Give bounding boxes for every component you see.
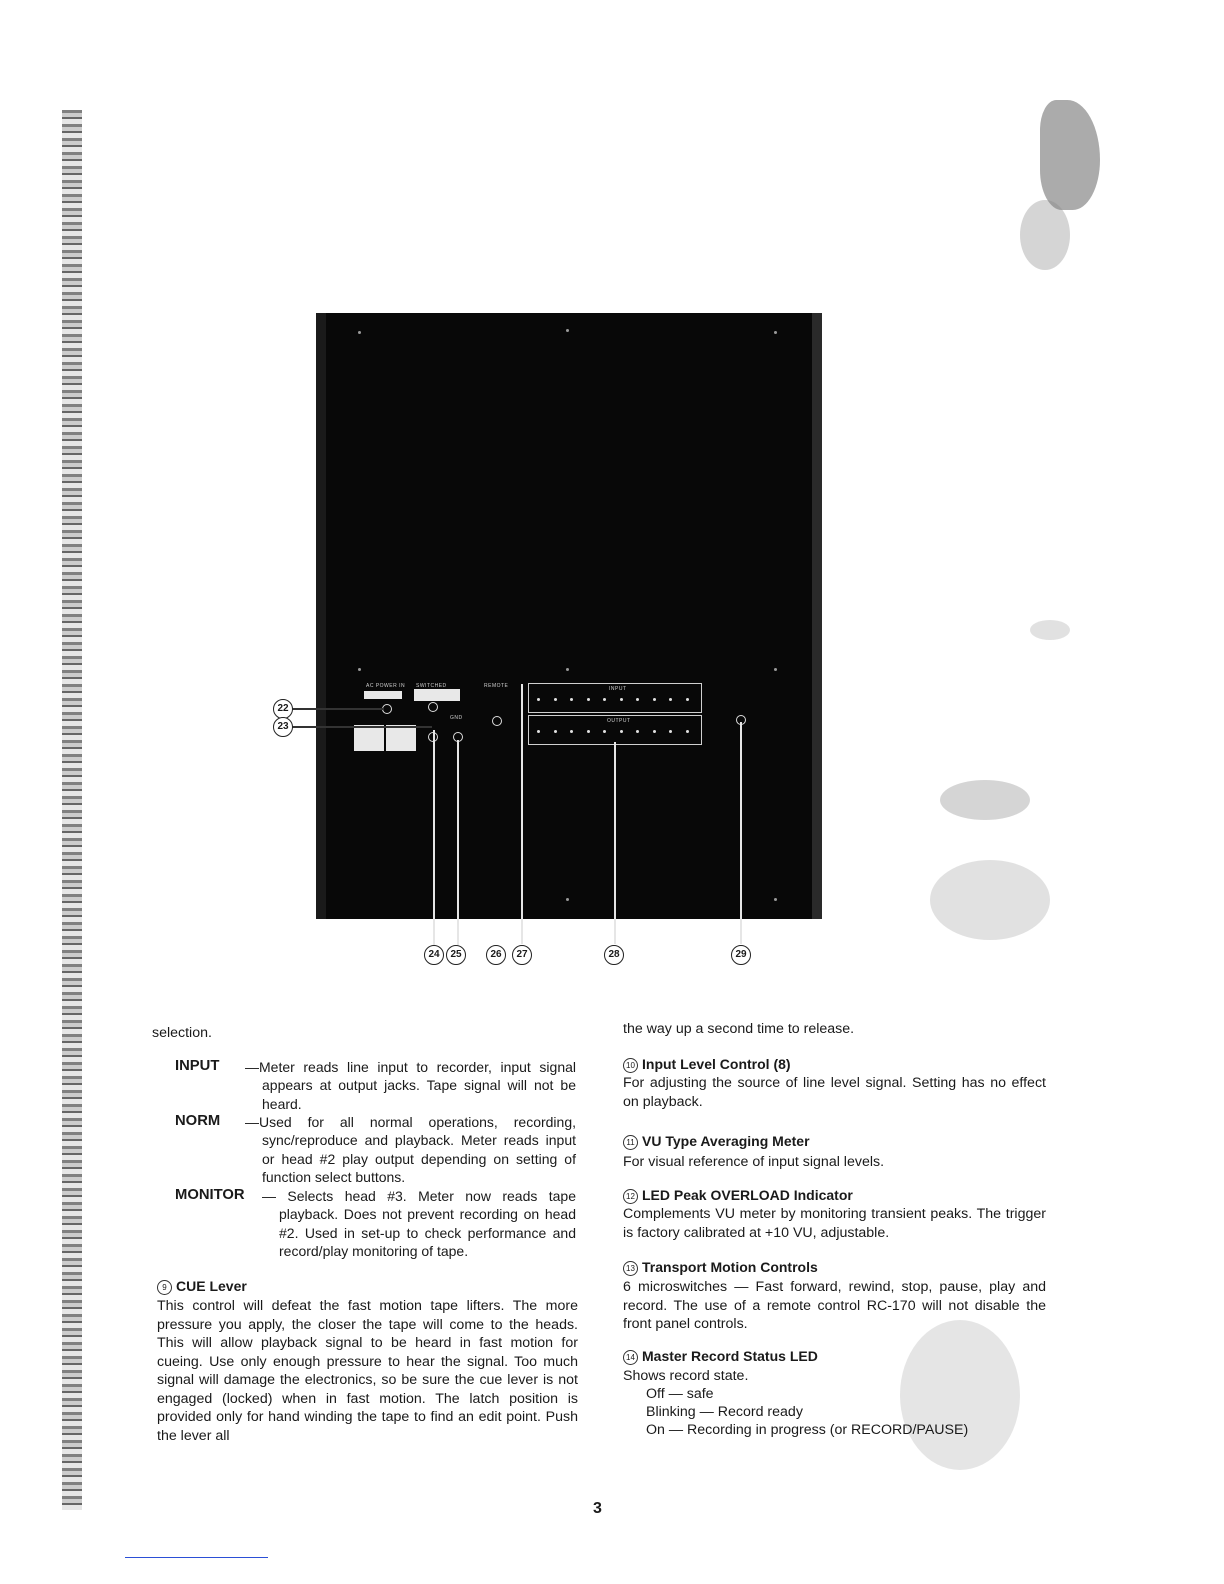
input-label: INPUT bbox=[609, 686, 627, 692]
section-number: 11 bbox=[623, 1135, 638, 1150]
section-11-body: For visual reference of input signal levels. bbox=[623, 1154, 885, 1170]
output-jack-row bbox=[528, 715, 702, 745]
rca-jack bbox=[653, 698, 656, 701]
rca-jack bbox=[554, 730, 557, 733]
scan-binding-edge bbox=[62, 110, 82, 1510]
led-state-on: On — Recording in progress (or RECORD/PAUSE) bbox=[646, 1422, 969, 1438]
rca-jack bbox=[636, 698, 639, 701]
rca-jack bbox=[587, 730, 590, 733]
ac-power-socket bbox=[364, 691, 402, 699]
rca-jack bbox=[620, 698, 623, 701]
section-11-heading bbox=[623, 1133, 810, 1150]
rca-jack bbox=[669, 730, 672, 733]
panel-screw bbox=[358, 668, 361, 671]
section-title: Input Level Control (8) bbox=[642, 1056, 791, 1072]
page-number: 3 bbox=[593, 1500, 602, 1517]
rca-jack bbox=[669, 698, 672, 701]
scan-speck bbox=[1030, 620, 1070, 640]
section-title: VU Type Averaging Meter bbox=[642, 1133, 810, 1149]
led-state-blinking: Blinking — Record ready bbox=[646, 1404, 803, 1420]
callout-28: 28 bbox=[604, 945, 624, 965]
input-jack-row bbox=[528, 683, 702, 713]
section-9-heading bbox=[157, 1278, 247, 1295]
callout-line-22 bbox=[292, 708, 384, 710]
section-title: LED Peak OVERLOAD Indicator bbox=[642, 1187, 853, 1203]
rca-jack bbox=[653, 730, 656, 733]
callout-24: 24 bbox=[424, 945, 444, 965]
term-input: INPUT bbox=[175, 1058, 220, 1074]
scan-speck bbox=[1040, 100, 1100, 210]
def-monitor: — Selects head #3. Meter now reads tape playback. Does not prevent recording on head #2. Used in set-up to check performance and record/play monitoring of tape. bbox=[262, 1188, 576, 1259]
rca-jack bbox=[537, 730, 540, 733]
rca-jack bbox=[570, 698, 573, 701]
def-norm: —Used for all normal operations, recording, sync/reproduce and playback. Meter reads input or head #2 play output depending on setting of function select buttons. bbox=[245, 1114, 576, 1185]
callout-line-29 bbox=[740, 722, 742, 944]
section-number: 10 bbox=[623, 1058, 638, 1073]
scan-speck bbox=[930, 860, 1050, 940]
rca-jack bbox=[570, 730, 573, 733]
rear-panel-photo bbox=[316, 313, 822, 919]
callout-line-24 bbox=[433, 730, 435, 945]
label-block bbox=[386, 725, 416, 751]
section-10-heading bbox=[623, 1056, 791, 1073]
callout-29: 29 bbox=[731, 945, 751, 965]
section-12-body: Complements VU meter by monitoring transient peaks. The trigger is factory calibrated at +10 VU, adjustable. bbox=[623, 1206, 1046, 1241]
scan-speck bbox=[940, 780, 1030, 820]
callout-line-27 bbox=[521, 684, 523, 944]
callout-25: 25 bbox=[446, 945, 466, 965]
def-input: —Meter reads line input to recorder, input signal appears at output jacks. Tape signal will not be heard. bbox=[245, 1059, 576, 1112]
panel-screw bbox=[566, 898, 569, 901]
rca-jack bbox=[686, 730, 689, 733]
scan-speck bbox=[1020, 200, 1070, 270]
section-14-intro: Shows record state. bbox=[623, 1368, 749, 1384]
section-13-body: 6 microswitches — Fast forward, rewind, stop, pause, play and record. The use of a remote control RC-170 will not disable the front panel controls. bbox=[623, 1279, 1046, 1332]
rca-jack bbox=[587, 698, 590, 701]
section-9-body: This control will defeat the fast motion tape lifters. The more pressure you apply, the closer the tape will come to the heads. This will allow playback signal to be heard in fast motion for cueing. Use only enough pressure to hear the signal. Too much signal will damage the electronics, so be sure the cue lever is not engaged (locked) when in fast motion. The latch position is provided only for hand winding the tape to find an edit point. Push the lever all bbox=[157, 1298, 578, 1444]
switched-socket bbox=[414, 689, 460, 701]
panel-edge bbox=[316, 313, 326, 919]
output-label: OUTPUT bbox=[607, 718, 631, 724]
callout-26: 26 bbox=[486, 945, 506, 965]
section-number: 12 bbox=[623, 1189, 638, 1204]
switched-label: SWITCHED bbox=[416, 683, 447, 689]
jack bbox=[492, 716, 502, 726]
callout-23: 23 bbox=[273, 717, 293, 737]
section-number: 13 bbox=[623, 1261, 638, 1276]
panel-screw bbox=[566, 329, 569, 332]
left-lead-text: selection. bbox=[152, 1025, 212, 1041]
panel-screw bbox=[358, 331, 361, 334]
rca-jack bbox=[537, 698, 540, 701]
rca-jack bbox=[636, 730, 639, 733]
right-lead-text: the way up a second time to release. bbox=[623, 1021, 855, 1037]
section-12-heading bbox=[623, 1187, 853, 1204]
section-14-heading bbox=[623, 1348, 818, 1365]
section-title: Transport Motion Controls bbox=[642, 1259, 818, 1275]
panel-screw bbox=[774, 668, 777, 671]
led-state-off: Off — safe bbox=[646, 1386, 714, 1402]
gnd-label: GND bbox=[450, 715, 463, 721]
section-number: 14 bbox=[623, 1350, 638, 1365]
rca-jack bbox=[603, 698, 606, 701]
remote-label: REMOTE bbox=[484, 683, 509, 689]
panel-screw bbox=[774, 898, 777, 901]
callout-line-23 bbox=[292, 726, 432, 728]
footer-rule bbox=[125, 1557, 268, 1558]
rca-jack bbox=[620, 730, 623, 733]
term-norm: NORM bbox=[175, 1113, 221, 1129]
callout-line-25 bbox=[457, 740, 459, 945]
section-title: CUE Lever bbox=[176, 1278, 247, 1294]
rca-jack bbox=[603, 730, 606, 733]
callout-27: 27 bbox=[512, 945, 532, 965]
callout-line-28 bbox=[614, 742, 616, 944]
section-13-heading bbox=[623, 1259, 818, 1276]
rca-jack bbox=[554, 698, 557, 701]
callout-22: 22 bbox=[273, 699, 293, 719]
term-monitor: MONITOR bbox=[175, 1187, 245, 1203]
section-10-body: For adjusting the source of line level signal. Setting has no effect on playback. bbox=[623, 1075, 1046, 1110]
label-block bbox=[354, 725, 384, 751]
ac-power-label: AC POWER IN bbox=[366, 683, 406, 689]
rca-jack bbox=[686, 698, 689, 701]
panel-screw bbox=[566, 668, 569, 671]
section-number: 9 bbox=[157, 1280, 172, 1295]
jack bbox=[428, 702, 438, 712]
scan-speck bbox=[900, 1320, 1020, 1470]
section-title: Master Record Status LED bbox=[642, 1348, 818, 1364]
panel-screw bbox=[774, 331, 777, 334]
panel-edge bbox=[812, 313, 822, 919]
